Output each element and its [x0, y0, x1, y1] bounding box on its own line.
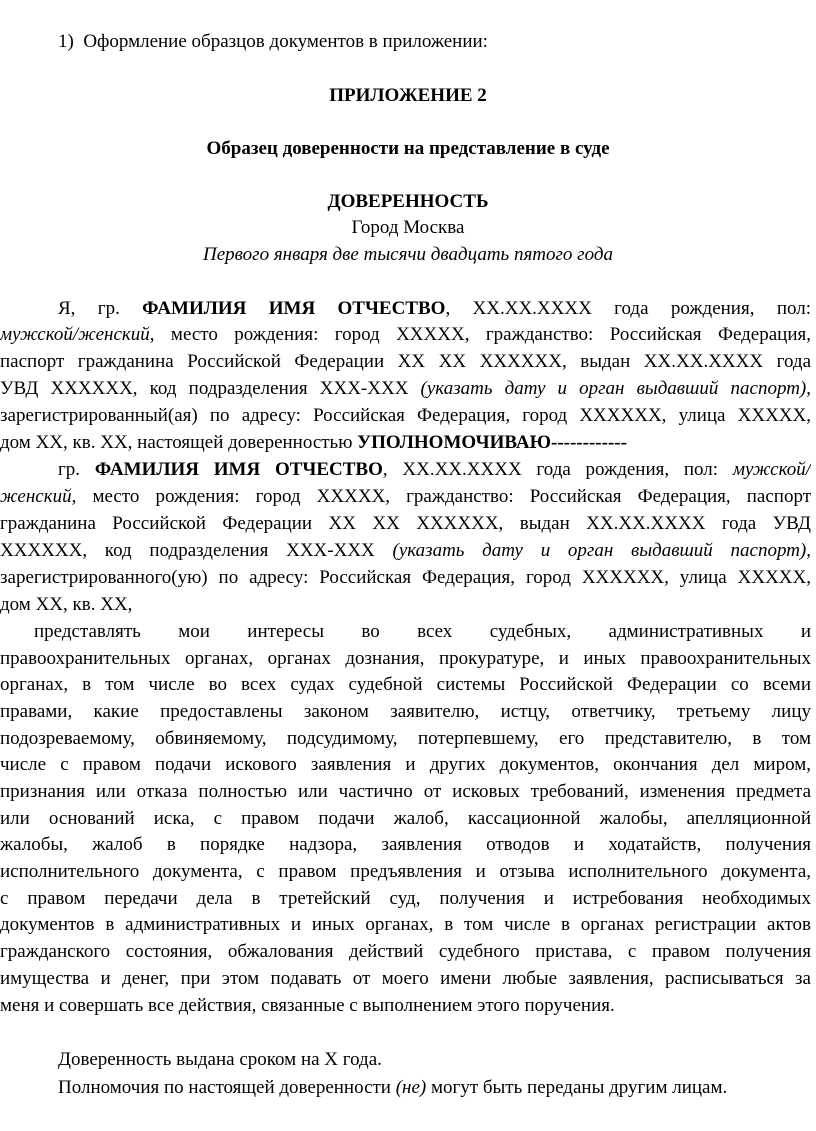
powers-line: гражданского состояния, обжалования действий судебного пристава, с правом получения — [0, 941, 811, 962]
powers-line: представлять мои интересы во всех судебных, административных и — [34, 621, 811, 642]
powers-line: признания или отказа полностью или частично от исковых требований, изменения предмета — [0, 781, 811, 802]
sample-title: Образец доверенности на представление в суде — [206, 138, 610, 159]
agent-line-5: зарегистрированного(ую) по адресу: Российская Федерация, город ХХХХХХ, улица ХХХХХ, — [0, 567, 811, 588]
principal-name: ФАМИЛИЯ ИМЯ ОТЧЕСТВО — [142, 298, 446, 319]
agent-line-4: ХХХХХХ, код подразделения ХХХ-ХХХ (указать дату и орган выдавший паспорт), — [0, 540, 811, 561]
powers-line: имущества и денег, при этом подавать от моего имени любые заявления, расписываться за — [0, 968, 811, 989]
agent-line-6: дом ХХ, кв. ХХ, — [0, 594, 133, 615]
powers-line: меня и совершать все действия, связанные с выполнением этого поручения. — [0, 995, 615, 1016]
powers-line: жалобы, жалоб в порядке надзора, заявления отводов и ходатайств, получения — [0, 834, 811, 855]
agent-line-2: женский, место рождения: город ХХХХХ, гражданство: Российская Федерация, паспорт — [0, 486, 811, 507]
authorize-word: УПОЛНОМОЧИВАЮ------------ — [357, 432, 627, 453]
principal-line-6: дом ХХ, кв. ХХ, настоящей доверенностью УПОЛНОМОЧИВАЮ------------ — [0, 432, 627, 453]
principal-line-1: Я, гр. ФАМИЛИЯ ИМЯ ОТЧЕСТВО, ХХ.ХХ.ХХХХ года рождения, пол: — [58, 298, 811, 319]
agent-line-3: гражданина Российской Федерации ХХ ХХ ХХХХХХ, выдан ХХ.ХХ.ХХХХ года УВД — [0, 513, 811, 534]
powers-line: или оснований иска, с правом подачи жалоб, кассационной жалобы, апелляционной — [0, 808, 811, 829]
powers-line: правами, какие предоставлены законом заявителю, истцу, ответчику, третьему лицу — [0, 701, 811, 722]
powers-line: органах, в том числе во всех судах судебной системы Российской Федерации со всеми — [0, 674, 811, 695]
agent-name: ФАМИЛИЯ ИМЯ ОТЧЕСТВО — [94, 459, 383, 480]
powers-line: подозреваемому, обвиняемому, подсудимому, потерпевшему, его представителю, в том — [0, 728, 811, 749]
principal-line-3: паспорт гражданина Российской Федерации ХХ ХХ ХХХХХХ, выдан ХХ.ХХ.ХХХХ года — [0, 351, 811, 372]
principal-line-4: УВД ХХХХХХ, код подразделения ХХХ-ХХХ (указать дату и орган выдавший паспорт), — [0, 378, 811, 399]
powers-line: исполнительного документа, с правом предъявления и отзыва исполнительного документа, — [0, 861, 811, 882]
powers-line: с правом передачи дела в третейский суд, получения и истребования необходимых — [0, 888, 811, 909]
appendix-title: ПРИЛОЖЕНИЕ 2 — [329, 85, 487, 106]
principal-line-5: зарегистрированный(ая) по адресу: Российская Федерация, город ХХХХХХ, улица ХХХХХ, — [0, 405, 811, 426]
agent-line-1: гр. ФАМИЛИЯ ИМЯ ОТЧЕСТВО, ХХ.ХХ.ХХХХ года рождения, пол: мужской/ — [58, 459, 811, 480]
date-line: Первого января две тысячи двадцать пятого года — [203, 244, 613, 265]
term-line: Доверенность выдана сроком на Х года. — [58, 1049, 382, 1070]
document-title: ДОВЕРЕННОСТЬ — [327, 191, 489, 212]
powers-line: числе с правом подачи искового заявления и других документов, окончания дел миром, — [0, 754, 811, 775]
principal-line-2: мужской/женский, место рождения: город ХХХХХ, гражданство: Российская Федерация, — [0, 324, 811, 345]
powers-line: правоохранительных органах, органах дознания, прокуратуре, и иных правоохранительных — [0, 648, 811, 669]
city-line: Город Москва — [351, 217, 465, 238]
intro-line: 1) Оформление образцов документов в приложении: — [58, 31, 488, 52]
powers-line: документов в административных и иных органах, в том числе в органах регистрации актов — [0, 914, 811, 935]
transfer-line: Полномочия по настоящей доверенности (не) могут быть переданы другим лицам. — [58, 1077, 728, 1098]
